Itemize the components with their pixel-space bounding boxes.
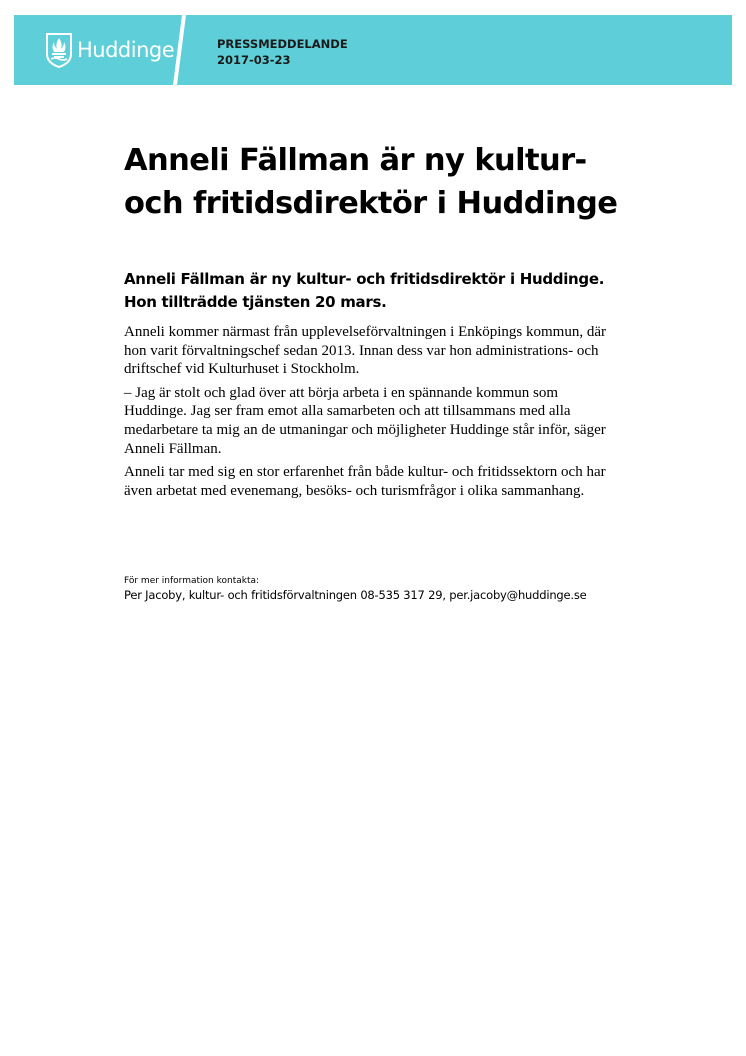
article-body — [124, 323, 624, 505]
header-divider — [173, 15, 187, 85]
body-paragraph-3: Anneli tar med sig en stor erfarenhet från både kultur- och fritidssektorn och har även arbetat med evenemang, besöks- och turismfrågor i olika sammanhang. — [124, 464, 606, 499]
press-date: 2017-03-23 — [217, 53, 291, 67]
logo-text: Huddinge — [77, 37, 175, 62]
lead-line-1: Anneli Fällman är ny kultur- och fritidsdirektör i Huddinge. — [124, 270, 605, 288]
body-paragraph-1: Anneli kommer närmast från upplevelseförvaltningen i Enköpings kommun, där hon varit förvaltningschef sedan 2013. Innan dess var hon administrations- och driftschef vid Kulturhuset i Stockholm. — [124, 324, 606, 378]
headline — [124, 139, 684, 225]
huddinge-emblem-icon — [46, 32, 72, 68]
contact-label: För mer information kontakta: — [124, 576, 260, 586]
lead-line-2: Hon tillträdde tjänsten 20 mars. — [124, 293, 387, 311]
contact-details: Per Jacoby, kultur- och fritidsförvaltningen 08-535 317 29, per.jacoby@huddinge.se — [124, 588, 587, 602]
lead-paragraph — [124, 268, 644, 314]
headline-line-1: Anneli Fällman är ny kultur- — [124, 143, 587, 178]
contact-section — [124, 576, 587, 603]
huddinge-logo — [46, 32, 174, 68]
press-info — [217, 36, 348, 68]
body-paragraph-2: – Jag är stolt och glad över att börja arbeta i en spännande kommun som Huddinge. Jag ser fram emot alla samarbeten och att tillsammans med alla medarbetare ta mig an de utmaningar och möjligheter Huddinge står inför, säger Anneli Fällman. — [124, 384, 606, 457]
document-type: PRESSMEDDELANDE — [217, 37, 348, 51]
headline-line-2: och fritidsdirektör i Huddinge — [124, 186, 618, 221]
